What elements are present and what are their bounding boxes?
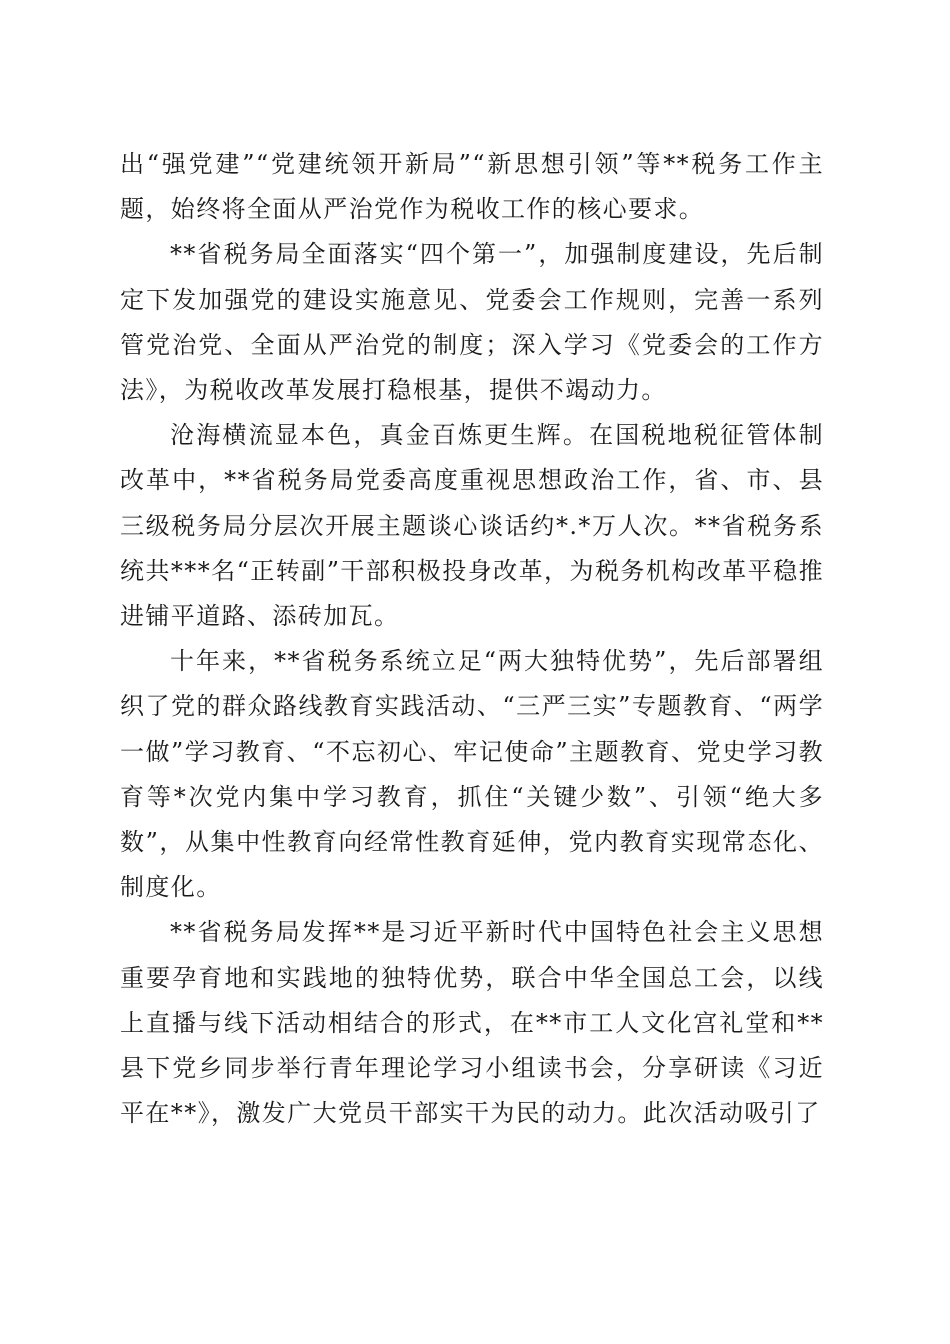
paragraph-continuation: 出“强党建”“党建统领开新局”“新思想引领”等**税务工作主题，始终将全面从严治党作为税收工作的核心要求。: [120, 150, 824, 224]
paragraph-party-education: 十年来，**省税务系统立足“两大独特优势”，先后部署组织了党的群众路线教育实践活动、“三严三实”专题教育、“两学一做”学习教育、“不忘初心、牢记使命”主题教育、党史学习教育等*次党内集中学习教育，抓住“关键少数”、引领“绝大多数”，从集中性教育向经常性教育延伸，党内教育实现常态化、制度化。: [120, 647, 824, 902]
paragraph-institution-building: **省税务局全面落实“四个第一”，加强制度建设，先后制定下发加强党的建设实施意见、党委会工作规则，完善一系列管党治党、全面从严治党的制度；深入学习《党委会的工作方法》，为税收改革发展打稳根基，提供不竭动力。: [120, 240, 824, 405]
document-body: [120, 142, 824, 1136]
paragraph-tax-reform: 沧海横流显本色，真金百炼更生辉。在国税地税征管体制改革中，**省税务局党委高度重视思想政治工作，省、市、县三级税务局分层次开展主题谈心谈话约*.*万人次。**省税务系统共***名“正转副”干部积极投身改革，为税务机构改革平稳推进铺平道路、添砖加瓦。: [120, 421, 824, 631]
paragraph-reading-session: **省税务局发挥**是习近平新时代中国特色社会主义思想重要孕育地和实践地的独特优势，联合中华全国总工会，以线上直播与线下活动相结合的形式，在**市工人文化宫礼堂和**县下党乡同步举行青年理论学习小组读书会，分享研读《习近平在**》，激发广大党员干部实干为民的动力。此次活动吸引了: [120, 918, 824, 1128]
